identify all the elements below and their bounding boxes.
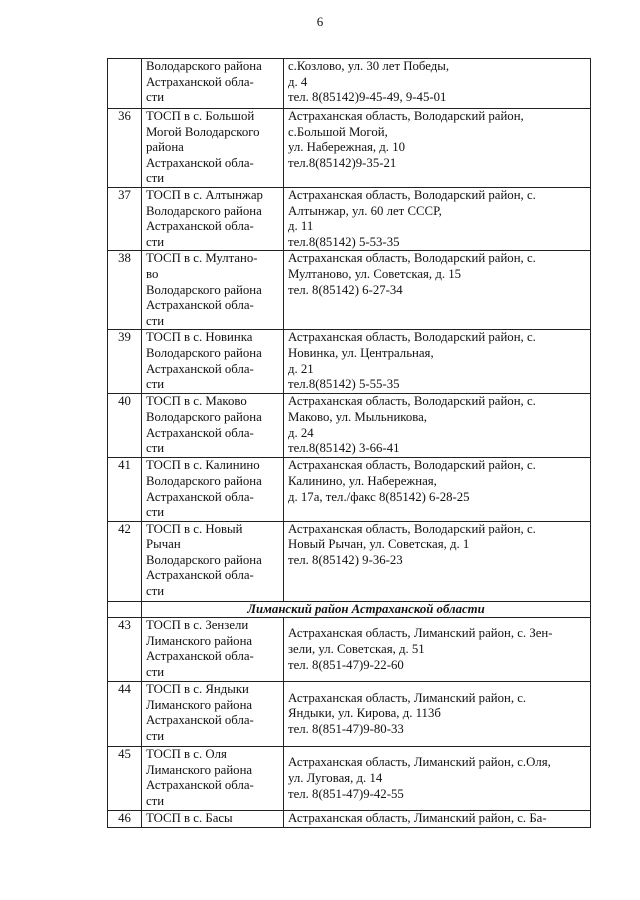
section-row bbox=[108, 601, 591, 618]
office-address: Астраханская область, Лиманский район, с.Оля, ул. Луговая, д. 14 тел. 8(851-47)9-42-55 bbox=[284, 747, 591, 811]
office-name: ТОСП в с. Мултано- во Володарского района Астраханской обла- сти bbox=[142, 251, 284, 330]
office-address: Астраханская область, Лиманский район, с. Зен- зели, ул. Советская, д. 51 тел. 8(851-47)9-22-60 bbox=[284, 618, 591, 682]
office-address: Астраханская область, Володарский район, с.Большой Могой, ул. Набережная, д. 10 тел.8(85142)9-35-21 bbox=[284, 109, 591, 188]
office-address: с.Козлово, ул. 30 лет Победы, д. 4 тел. 8(85142)9-45-49, 9-45-01 bbox=[284, 59, 591, 109]
office-name: ТОСП в с. Маково Володарского района Астраханской обла- сти bbox=[142, 394, 284, 458]
table-row bbox=[108, 747, 591, 811]
table-row bbox=[108, 458, 591, 521]
row-number: 45 bbox=[108, 747, 142, 811]
office-name: ТОСП в с. Калинино Володарского района Астраханской обла- сти bbox=[142, 458, 284, 521]
row-number bbox=[108, 59, 142, 109]
table-row bbox=[108, 251, 591, 330]
office-name: ТОСП в с. Зензели Лиманского района Астраханской обла- сти bbox=[142, 618, 284, 682]
table-row bbox=[108, 521, 591, 601]
office-address: Астраханская область, Володарский район, с. Алтынжар, ул. 60 лет СССР, д. 11 тел.8(85142) 5-53-35 bbox=[284, 187, 591, 250]
office-name: ТОСП в с. Оля Лиманского района Астраханской обла- сти bbox=[142, 747, 284, 811]
office-address: Астраханская область, Володарский район, с. Маково, ул. Мыльникова, д. 24 тел.8(85142) 3-66-41 bbox=[284, 394, 591, 458]
office-name: ТОСП в с. Алтынжар Володарского района Астраханской обла- сти bbox=[142, 187, 284, 250]
row-number: 40 bbox=[108, 394, 142, 458]
office-name: ТОСП в с. Яндыки Лиманского района Астраханской обла- сти bbox=[142, 682, 284, 747]
table-row bbox=[108, 811, 591, 828]
row-number: 42 bbox=[108, 521, 142, 601]
table-row bbox=[108, 618, 591, 682]
row-number: 38 bbox=[108, 251, 142, 330]
row-number: 44 bbox=[108, 682, 142, 747]
table-row bbox=[108, 187, 591, 250]
office-address: Астраханская область, Лиманский район, с. Ба- bbox=[284, 811, 591, 828]
office-address: Астраханская область, Володарский район, с. Мултаново, ул. Советская, д. 15 тел. 8(85142) 6-27-34 bbox=[284, 251, 591, 330]
table-row bbox=[108, 682, 591, 747]
row-number: 46 bbox=[108, 811, 142, 828]
office-name: ТОСП в с. Новинка Володарского района Астраханской обла- сти bbox=[142, 330, 284, 394]
table-row bbox=[108, 394, 591, 458]
section-number-cell bbox=[108, 601, 142, 618]
row-number: 43 bbox=[108, 618, 142, 682]
row-number: 36 bbox=[108, 109, 142, 188]
section-title: Лиманский район Астраханской области bbox=[142, 601, 591, 618]
office-address: Астраханская область, Володарский район, с. Новый Рычан, ул. Советская, д. 1 тел. 8(85142) 9-36-23 bbox=[284, 521, 591, 601]
table-row bbox=[108, 330, 591, 394]
row-number: 37 bbox=[108, 187, 142, 250]
row-number: 41 bbox=[108, 458, 142, 521]
office-address: Астраханская область, Володарский район, с. Новинка, ул. Центральная, д. 21 тел.8(85142) 5-55-35 bbox=[284, 330, 591, 394]
office-name: ТОСП в с. Басы bbox=[142, 811, 284, 828]
office-name: ТОСП в с. Новый Рычан Володарского района Астраханской обла- сти bbox=[142, 521, 284, 601]
office-name: ТОСП в с. Большой Могой Володарского района Астраханской обла- сти bbox=[142, 109, 284, 188]
table-row bbox=[108, 109, 591, 188]
row-number: 39 bbox=[108, 330, 142, 394]
office-name: Володарского района Астраханской обла- сти bbox=[142, 59, 284, 109]
office-address: Астраханская область, Лиманский район, с. Яндыки, ул. Кирова, д. 113б тел. 8(851-47)9-80-33 bbox=[284, 682, 591, 747]
page-number: 6 bbox=[316, 14, 324, 29]
table-row bbox=[108, 59, 591, 109]
office-address: Астраханская область, Володарский район, с. Калинино, ул. Набережная, д. 17а, тел./факс 8(85142) 6-28-25 bbox=[284, 458, 591, 521]
offices-table bbox=[107, 58, 591, 828]
